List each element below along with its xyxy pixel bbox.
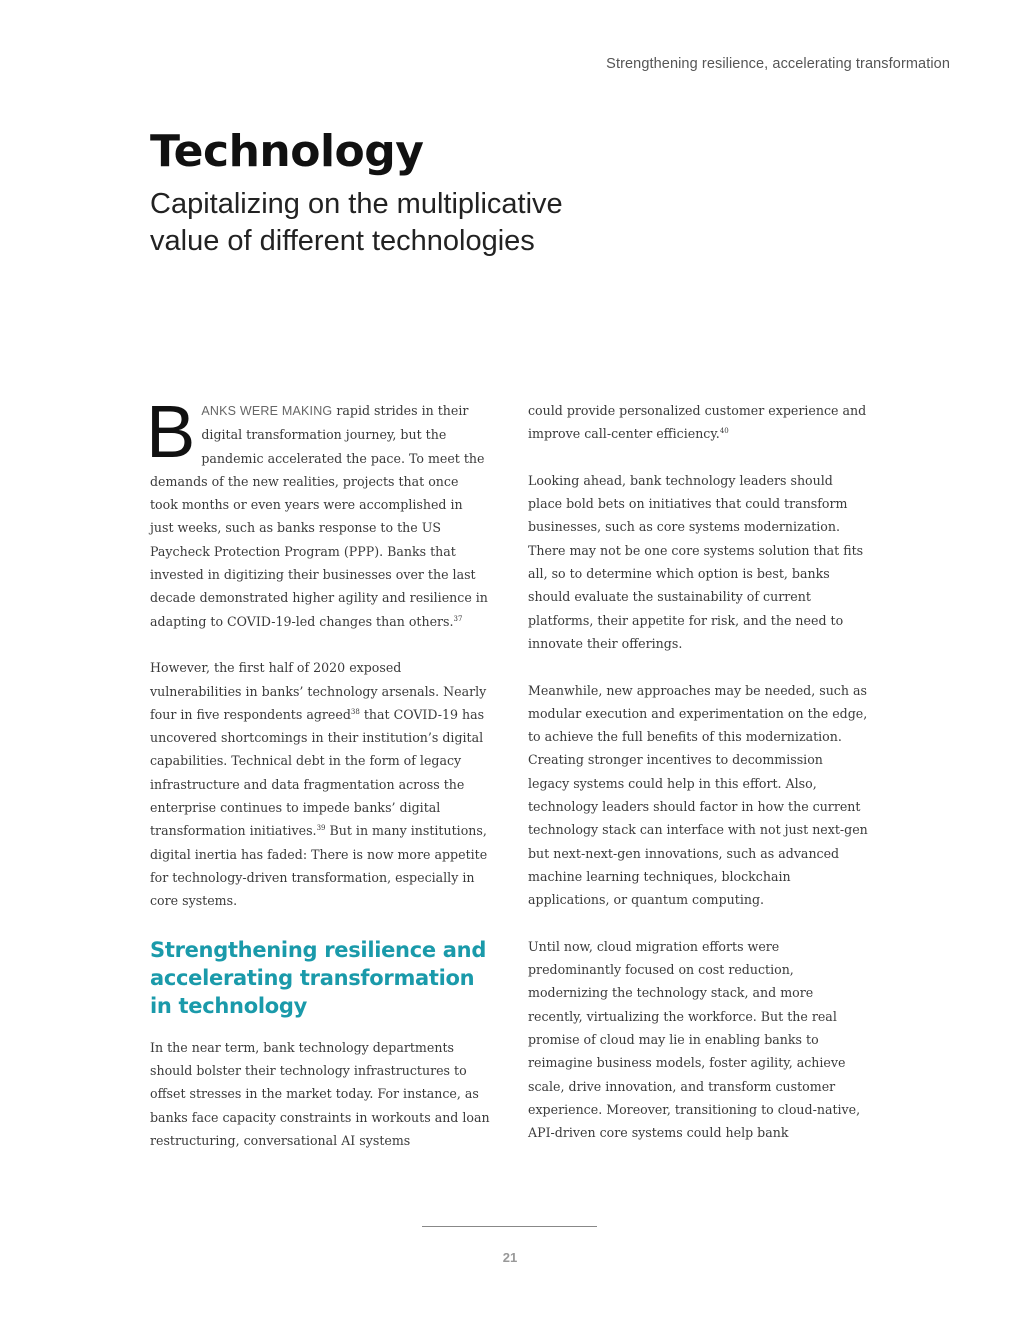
lead-in-smallcaps: ANKS WERE MAKING (201, 404, 333, 418)
paragraph-text: But in many institutions, digital inertia has faded: There is now more appetite for technology-driven transformation, especially in core systems. (150, 823, 488, 909)
endnote-ref: 40 (719, 427, 729, 436)
page-number: 21 (502, 1250, 518, 1265)
paragraph-text: rapid strides in their digital transformation journey, but the pandemic accelerated the pace. To meet the demands of the new realities, projects that once took months or even years were accomplished in just weeks, such as banks response to the US Paycheck Protection Program (PPP). Banks that invested in digitizing their businesses over the last decade demonstrated higher agility and resilience in adapting to COVID-19-led changes than others. (150, 403, 488, 629)
running-header: Strengthening resilience, accelerating transformation (606, 56, 950, 72)
paragraph-text: However, the first half of 2020 exposed vulnerabilities in banks’ technology arsenals. Nearly four in five respondents agreed (150, 660, 487, 722)
endnote-ref: 37 (453, 614, 463, 623)
paragraph-text: that COVID-19 has uncovered shortcomings in their institution’s digital capabilities. Technical debt in the form of legacy infrastructure and data fragmentation across the enterprise continues to impede banks’ digital transformation initiatives. (150, 706, 485, 839)
body-paragraph: In the near term, bank technology departments should bolster their technology infrastructures to offset stresses in the market today. For instance, as banks face capacity constraints in workouts and loan restructuring, conversational AI systems (150, 1039, 490, 1149)
page-subtitle: Capitalizing on the multiplicative value of different technologies (150, 188, 563, 257)
page-title: Technology (150, 126, 424, 177)
body-paragraph: Meanwhile, new approaches may be needed, such as modular execution and experimentation on the edge, to achieve the full benefits of this modernization. Creating stronger incentives to decommission legacy systems could help in this effort. Also, technology leaders should factor in how the current technology stack can interface with not just next-gen but next-next-gen innovations, such as advanced machine learning techniques, blockchain applications, or quantum computing. (528, 682, 868, 908)
body-paragraph (150, 656, 490, 912)
section-heading: Strengthening resilience and accelerating transformation in technology (150, 937, 487, 1018)
intro-paragraph (146, 390, 490, 633)
endnote-ref: 39 (316, 824, 326, 833)
drop-cap: B (146, 390, 196, 473)
left-column (146, 390, 490, 1176)
paragraph-text: could provide personalized customer experience and improve call-center efficiency. (528, 403, 867, 442)
right-column (528, 399, 868, 1168)
endnote-ref: 38 (350, 707, 360, 716)
footer-divider (422, 1226, 597, 1227)
body-paragraph: Looking ahead, bank technology leaders should place bold bets on initiatives that could transform businesses, such as core systems modernization. There may not be one core systems solution that fits all, so to determine which option is best, banks should evaluate the sustainability of current platforms, their appetite for risk, and the need to innovate their offerings. (528, 472, 864, 651)
body-paragraph (528, 399, 868, 446)
body-paragraph: Until now, cloud migration efforts were predominantly focused on cost reduction, modernizing the technology stack, and more recently, virtualizing the workforce. But the real promise of cloud may lie in enabling banks to reimagine business models, foster agility, achieve scale, drive innovation, and transform customer experience. Moreover, transitioning to cloud-native, API-driven core systems could help bank (528, 938, 861, 1141)
